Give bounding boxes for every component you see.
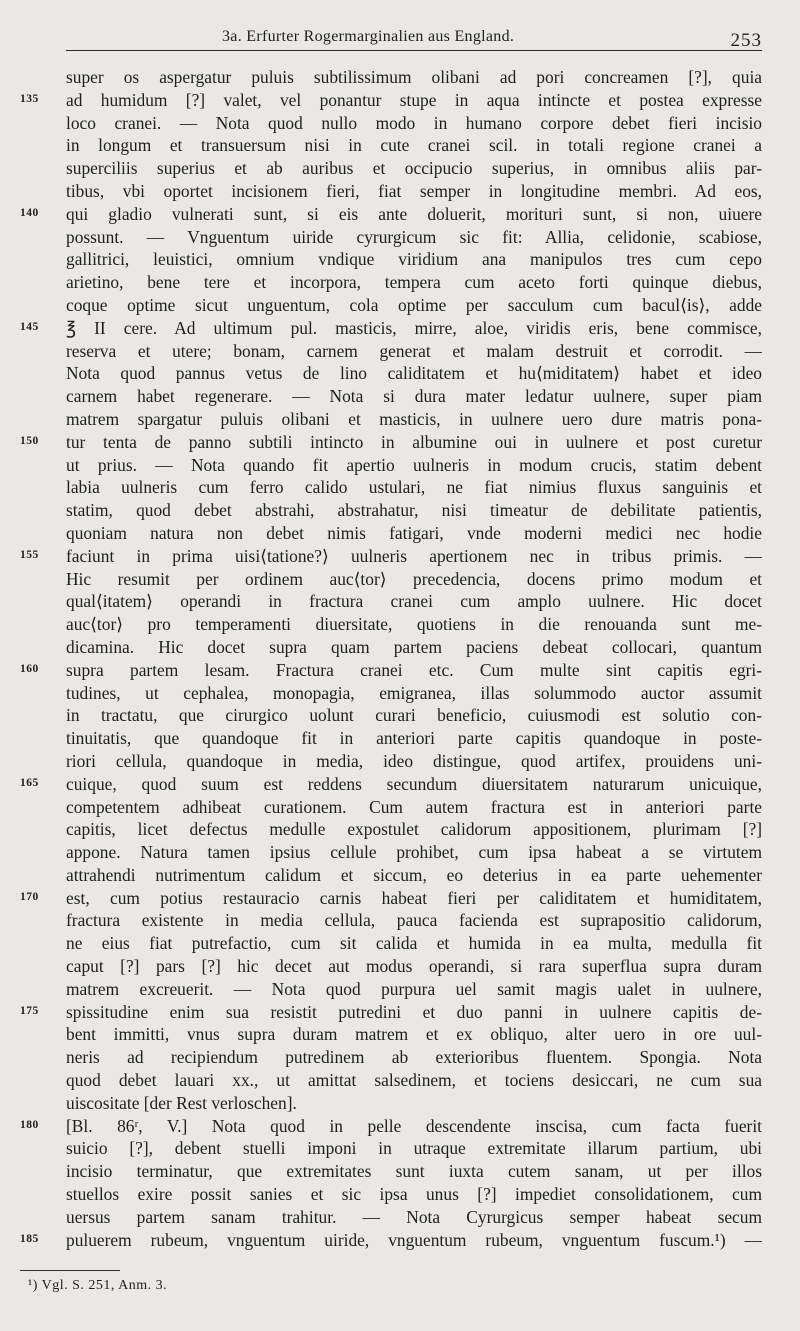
text-line [0,818,800,841]
line-text: supra partem lesam. Fractura cranei etc. Cum multe sint capitis egri- [66,659,762,680]
text-line [0,89,800,112]
line-text: attrahendi nutrimentum calidum et siccum, eo deterius in ea parte uehementer [66,864,762,885]
line-number: 185 [20,1232,39,1245]
line-text: Hic resumit per ordinem auc⟨tor⟩ precedencia, docens primo modum et [66,568,762,589]
text-line [0,682,800,705]
page-header [66,24,762,51]
line-text: dicamina. Hic docet supra quam partem paciens debeat collocari, quantum [66,636,762,657]
line-text: puluerem rubeum, vnguentum uiride, vnguentum rubeum, vnguentum fuscum.¹) — [66,1229,762,1250]
text-line [0,112,800,135]
line-text: stuellos exire possit sanies et sic ipsa unus [?] impediet consolidationem, cum [66,1184,762,1205]
footnote-rule [20,1270,120,1271]
text-line [0,499,800,522]
text-line [0,1183,800,1206]
line-text: ne eius fiat putrefactio, cum sit calida et humida in ea multa, medulla fit [66,933,762,954]
line-number: 180 [20,1118,39,1131]
line-number: 150 [20,434,39,447]
page-number: 253 [730,30,762,51]
running-title: 3a. Erfurter Rogermarginalien aus England. [222,28,515,45]
text-line [0,864,800,887]
text-line [0,636,800,659]
line-number: 160 [20,662,39,675]
line-text: statim, quod debet abstrahi, abstrahatur, nisi timeatur de debilitate patientis, [66,500,762,521]
text-line [0,887,800,910]
line-text: super os aspergatur puluis subtilissimum olibani ad pori concreamen [?], quia [66,67,762,87]
line-text: superciliis superius et ab auribus et occipucio superius, in omnibus aliis par- [66,158,762,179]
line-text: quoniam natura non debet nimis fatigari, vnde moderni medici nec hodie [66,522,762,543]
text-line [0,317,800,340]
line-number: 145 [20,320,39,333]
line-text: tinuitatis, que quandoque fit in anteriori parte capitis quandoque in poste- [66,728,762,749]
text-line [0,134,800,157]
line-text: caput [?] pars [?] hic decet aut modus operandi, si rara superflua supra duram [66,956,762,977]
text-line [0,613,800,636]
text-line [0,180,800,203]
line-text: reserva et utere; bonam, carnem generat et malam destruit et corrodit. — [66,340,762,361]
line-text: possunt. — Vnguentum uiride cyrurgicum sic fit: Allia, celidonie, scabiose, [66,226,762,247]
line-text: uersus partem sanam trahitur. — Nota Cyrurgicus semper habeat secum [66,1206,762,1227]
line-text: riori cellula, quandoque in media, ideo distingue, quod artifex, prouidens uni- [66,750,762,771]
text-line [0,157,800,180]
line-text: quod debet lauari xx., ut amittat salsedinem, et tociens desiccari, ne cum sua [66,1070,762,1091]
line-text: Nota quod pannus vetus de lino caliditatem et hu⟨miditatem⟩ habet et ideo [66,363,762,384]
line-text: loco cranei. — Nota quod nullo modo in humano corpore debet fieri incisio [66,112,762,133]
text-line [0,841,800,864]
line-text: bent immitti, vnus supra duram matrem et ex obliquo, alter uero in ore uul- [66,1024,762,1045]
line-text: qual⟨itatem⟩ operandi in fractura cranei cum amplo uulnere. Hic docet [66,591,762,612]
text-line [0,1229,800,1252]
line-number: 140 [20,206,39,219]
line-text: spissitudine enim sua resistit putredini et duo panni in uulnere capitis de- [66,1001,762,1022]
text-line [0,773,800,796]
line-text: faciunt in prima uisi⟨tatione?⟩ uulneris apertionem nec in tribus primis. — [66,545,762,566]
text-line [0,431,800,454]
text-line [0,1092,800,1115]
line-text: in longum et transuersum nisi in cute cranei scil. in totali regione cranei a [66,135,762,156]
line-text: neris ad recipiendum putredinem ab exterioribus fluentem. Spongia. Nota [66,1047,762,1068]
line-text: [Bl. 86ʳ, V.] Nota quod in pelle descendente inscisa, cum facta fuerit [66,1115,762,1136]
line-number: 135 [20,92,39,105]
line-text: carnem habet regenerare. — Nota si dura mater ledatur uulnere, super piam [66,386,762,407]
line-text: tibus, vbi oportet incisionem fieri, fiat semper in longitudine membri. Ad eos, [66,180,762,201]
line-text: tudines, ut cephalea, monopagia, emigranea, illas solummodo auctor assumit [66,682,762,703]
text-line [0,978,800,1001]
text-line [0,750,800,773]
line-number: 165 [20,776,39,789]
text-line [0,522,800,545]
line-text: matrem excreuerit. — Nota quod purpura uel samit magis ualet in uulnere, [66,978,762,999]
text-line [0,727,800,750]
line-text: gallitrici, leuistici, omnium vndique viridium ana manipulos tres cum cepo [66,249,762,270]
line-text: incisio terminatur, que extremitates sunt iuxta cutem sanam, ut per illos [66,1161,762,1182]
text-line [0,796,800,819]
text-line [0,590,800,613]
line-text: cuique, quod suum est reddens secundum diuersitatem naturarum unicuique, [66,773,762,794]
text-line [0,1001,800,1024]
line-text: in tractatu, que cirurgico uolunt curari beneficio, cuiusmodi est solutio con- [66,705,762,726]
text-line [0,476,800,499]
text-line [0,66,800,89]
line-text: auc⟨tor⟩ pro temperamenti diuersitate, quotiens in die renouanda sunt me- [66,614,762,635]
text-line [0,340,800,363]
text-line [0,659,800,682]
line-text: fractura existente in media cellula, pauca facienda est suprapositio calidorum, [66,910,762,931]
text-line [0,1160,800,1183]
text-line [0,271,800,294]
text-line [0,1023,800,1046]
line-text: competentem adhibeat curationem. Cum autem fractura est in anteriori parte [66,796,762,817]
text-line [0,226,800,249]
line-text: ut prius. — Nota quando fit apertio uulneris in modum crucis, statim debent [66,454,762,475]
line-number: 155 [20,548,39,561]
text-line [0,408,800,431]
text-line [0,1137,800,1160]
line-text: labia uulneris cum ferro calido ustulari, ne fiat nimius fluxus sanguinis et [66,477,762,498]
line-text: appone. Natura tamen ipsius cellule prohibet, cum ipsa habeat a se virtutem [66,842,762,863]
text-line [0,568,800,591]
text-line [0,545,800,568]
line-text: arietino, bene tere et incorpora, tempera cum aceto forti quinque diebus, [66,272,762,293]
text-line [0,203,800,226]
text-body [0,66,800,1251]
text-line [0,1206,800,1229]
line-text: coque optime sicut unguentum, cola optime per sacculum cum bacul⟨is⟩, adde [66,294,762,315]
line-text: ℥ II cere. Ad ultimum pul. masticis, mirre, aloe, viridis eris, bene commisce, [66,317,762,338]
line-text: qui gladio vulnerati sunt, si eis ante doluerit, morituri sunt, si non, uiuere [66,203,762,224]
text-line [0,932,800,955]
text-line [0,1046,800,1069]
line-text: est, cum potius restauracio carnis habeat fieri per caliditatem et humiditatem, [66,887,762,908]
text-line [0,454,800,477]
line-text: tur tenta de panno subtili intincto in albumine oui in uulnere et post curetur [66,431,762,452]
line-number: 170 [20,890,39,903]
text-line [0,955,800,978]
footnote: ¹) Vgl. S. 251, Anm. 3. [28,1278,168,1293]
text-line [0,704,800,727]
text-line [0,909,800,932]
line-text: ad humidum [?] valet, vel ponantur stupe in aqua intincte et postea expresse [66,89,762,110]
text-line [0,1115,800,1138]
text-line [0,248,800,271]
text-line [0,1069,800,1092]
text-line [0,362,800,385]
text-line [0,385,800,408]
text-line [0,294,800,317]
line-text: capitis, licet defectus medulle expostulet calidorum appositionem, plurimam [?] [66,819,762,840]
line-text: uiscositate [der Rest verloschen]. [66,1092,297,1113]
line-text: suicio [?], debent stuelli imponi in utraque extremitate illarum partium, ubi [66,1138,762,1159]
line-text: matrem spargatur puluis olibani et masticis, in uulnere uero dure matris pona- [66,408,762,429]
line-number: 175 [20,1004,39,1017]
